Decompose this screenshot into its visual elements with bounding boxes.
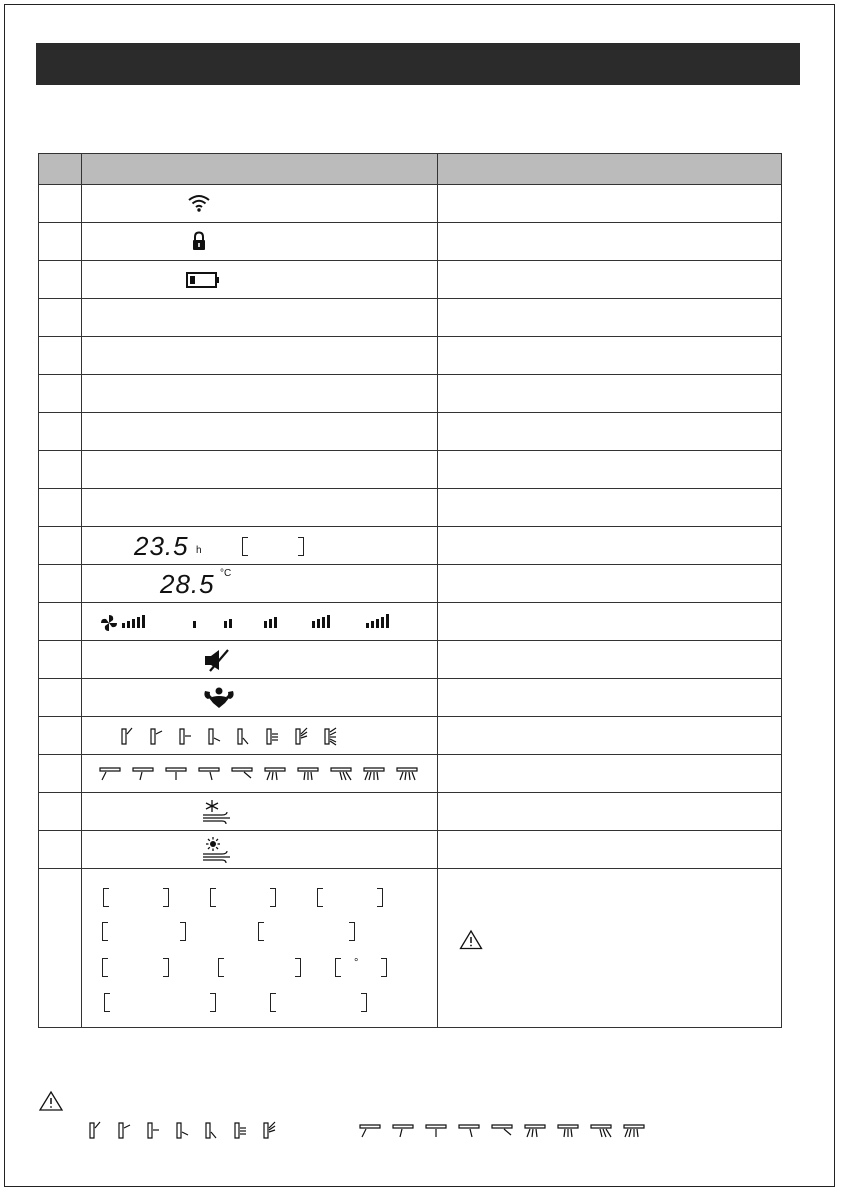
- function-label-bracket: [210, 888, 276, 905]
- footnote: [38, 1090, 798, 1150]
- mute-icon: [202, 648, 234, 672]
- table-row: [39, 565, 782, 603]
- horizontal-swing-position-icon: [424, 1123, 448, 1139]
- timer-label-bracket: [242, 537, 304, 554]
- table-row: [39, 793, 782, 831]
- table-row: [39, 717, 782, 755]
- header-icon: [82, 154, 438, 185]
- horizontal-swing-position-icon: [329, 766, 353, 782]
- function-label-bracket: [335, 958, 387, 975]
- horizontal-swing-position-icon: [131, 766, 155, 782]
- vertical-swing-position-icon: [178, 726, 196, 746]
- function-label-bracket: [103, 888, 169, 905]
- table-row: [39, 451, 782, 489]
- horizontal-swing-position-icon: [230, 766, 254, 782]
- fan-icon: [100, 614, 118, 632]
- temperature-display-value: 28.5: [160, 569, 215, 599]
- heat-wind-icon: [202, 837, 234, 863]
- fan-level-auto-bars: [122, 614, 145, 628]
- vertical-swing-position-icon: [294, 726, 312, 746]
- vertical-swing-position-icon: [175, 1120, 193, 1140]
- function-label-bracket: [218, 958, 301, 975]
- horizontal-swing-position-icon: [296, 766, 320, 782]
- vertical-swing-position-icon: [120, 726, 138, 746]
- table-row: [39, 527, 782, 565]
- vertical-swing-position-icon: [323, 726, 341, 746]
- indicator-table: [38, 153, 782, 1028]
- horizontal-swing-position-icon: [523, 1123, 547, 1139]
- horizontal-swing-position-icon: [263, 766, 287, 782]
- table-row: [39, 375, 782, 413]
- cool-wind-icon: [202, 799, 234, 825]
- vertical-swing-position-icon: [149, 726, 167, 746]
- fan-level-5-bars: [366, 614, 389, 628]
- timer-unit: h: [196, 545, 202, 556]
- table-row: [39, 869, 782, 1028]
- vertical-swing-icons: [82, 717, 437, 754]
- vertical-swing-position-icon: [236, 726, 254, 746]
- fan-level-3-bars: [264, 614, 277, 628]
- table-row: [39, 679, 782, 717]
- vertical-swing-position-icon: [88, 1120, 106, 1140]
- function-label-bracket: [104, 993, 216, 1010]
- table-row: [39, 337, 782, 375]
- function-label-bracket: [270, 993, 367, 1010]
- table-row: [39, 641, 782, 679]
- vertical-swing-position-icon: [233, 1120, 251, 1140]
- temperature-unit: °C: [220, 568, 232, 579]
- horizontal-swing-position-icon: [197, 766, 221, 782]
- table-row: [39, 185, 782, 223]
- horizontal-swing-position-icon: [490, 1123, 514, 1139]
- fan-level-4-bars: [312, 614, 330, 628]
- table-row: [39, 223, 782, 261]
- title-bar: [36, 43, 800, 85]
- horizontal-swing-position-icon: [164, 766, 188, 782]
- horizontal-swing-position-icon: [395, 766, 419, 782]
- function-label-bracket: [258, 922, 355, 939]
- vertical-swing-icons: [88, 1117, 338, 1145]
- table-row: [39, 299, 782, 337]
- function-label-bracket: [102, 958, 169, 975]
- table-row: [39, 261, 782, 299]
- vertical-swing-position-icon: [204, 1120, 222, 1140]
- horizontal-swing-position-icon: [98, 766, 122, 782]
- horizontal-swing-icons: [82, 755, 437, 792]
- wifi-icon: [187, 193, 211, 213]
- horizontal-swing-position-icon: [362, 766, 386, 782]
- horizontal-swing-position-icon: [457, 1123, 481, 1139]
- vertical-swing-position-icon: [265, 726, 283, 746]
- table-row: [39, 489, 782, 527]
- vertical-swing-position-icon: [146, 1120, 164, 1140]
- fan-level-1-bars: [193, 614, 196, 628]
- vertical-swing-position-icon: [262, 1120, 280, 1140]
- table-row: [39, 755, 782, 793]
- turbo-strong-icon: [201, 687, 237, 709]
- horizontal-swing-position-icon: [391, 1123, 415, 1139]
- warning-icon: [38, 1090, 64, 1112]
- horizontal-swing-position-icon: [358, 1123, 382, 1139]
- vertical-swing-position-icon: [207, 726, 225, 746]
- horizontal-swing-position-icon: [589, 1123, 613, 1139]
- timer-display-value: 23.5: [134, 531, 189, 561]
- horizontal-swing-position-icon: [622, 1123, 646, 1139]
- header-no: [39, 154, 82, 185]
- vertical-swing-position-icon: [117, 1120, 135, 1140]
- table-row: [39, 831, 782, 869]
- warning-icon: [459, 929, 483, 950]
- fan-level-2-bars: [224, 614, 232, 628]
- table-row: [39, 413, 782, 451]
- horizontal-swing-icons: [358, 1117, 658, 1145]
- battery-low-icon: [186, 272, 220, 288]
- page-title: [36, 53, 48, 75]
- table-row: [39, 603, 782, 641]
- horizontal-swing-position-icon: [556, 1123, 580, 1139]
- lock-icon: [192, 231, 206, 251]
- degree-symbol: °: [354, 957, 359, 969]
- function-label-bracket: [102, 922, 186, 939]
- table-header-row: [39, 154, 782, 185]
- header-description: [438, 154, 782, 185]
- function-label-bracket: [317, 888, 383, 905]
